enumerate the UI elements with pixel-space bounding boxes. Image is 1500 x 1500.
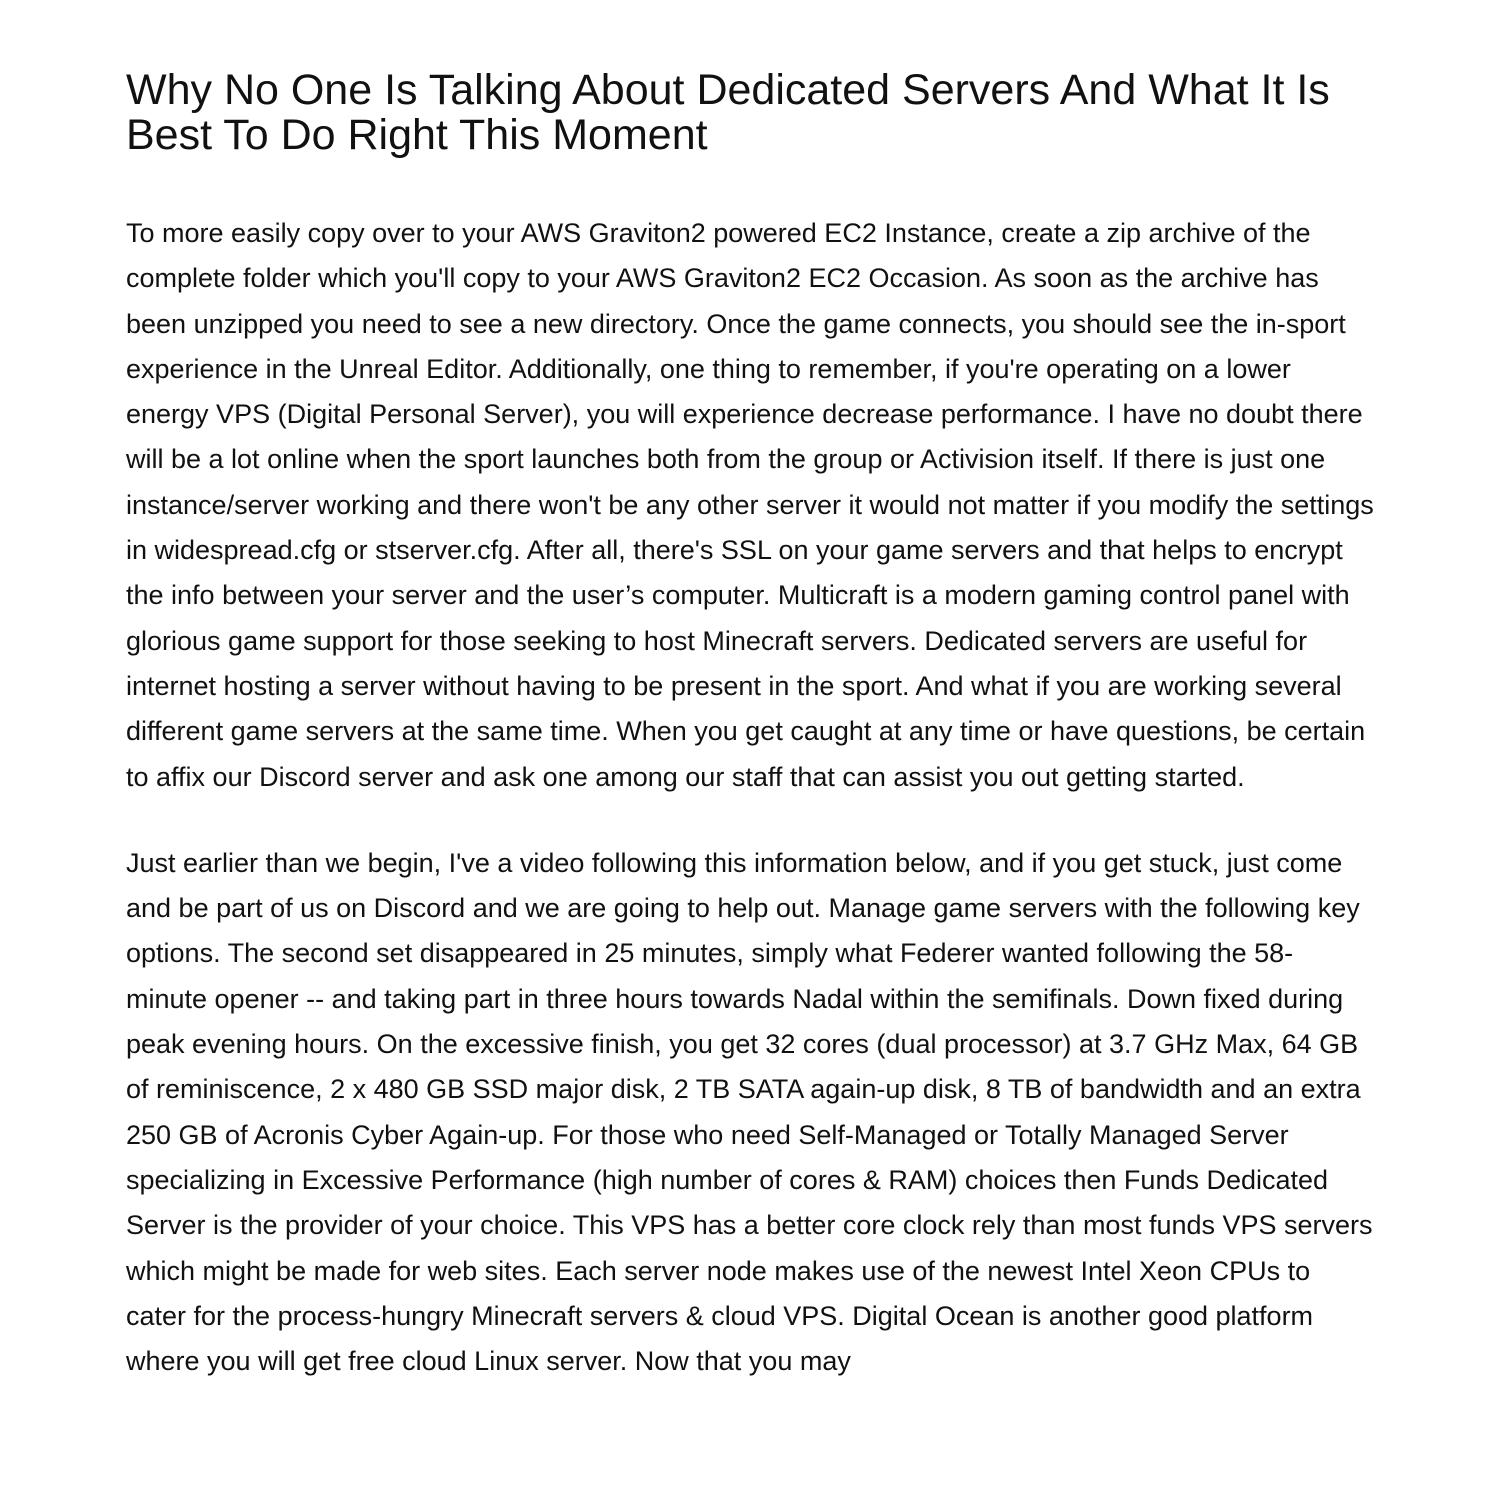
document-title: Why No One Is Talking About Dedicated Servers And What It Is Best To Do Right This Moment <box>126 66 1330 159</box>
document-body <box>126 68 1374 1384</box>
paragraph-1: To more easily copy over to your AWS Graviton2 powered EC2 Instance, create a zip archive of the complete folder which you'll copy to your AWS Graviton2 EC2 Occasion. As soon as the archive has been unzipped you need to see a new directory. Once the game connects, you should see the in-sport experience in the Unreal Editor. Additionally, one thing to remember, if you're operating on a lower energy VPS (Digital Personal Server), you will experience decrease performance. I have no doubt there will be a lot online when the sport launches both from the group or Activision itself. If there is just one instance/server working and there won't be any other server it would not matter if you modify the settings in widespread.cfg or stserver.cfg. After all, there's SSL on your game servers and that helps to encrypt the info between your server and the user’s computer. Multicraft is a modern gaming control panel with glorious game support for those seeking to host Minecraft servers. Dedicated servers are useful for internet hosting a server without having to be present in the sport. And what if you are working several different game servers at the same time. When you get caught at any time or have questions, be certain to affix our Discord server and ask one among our staff that can assist you out getting started. <box>126 218 1374 792</box>
paragraph-2: Just earlier than we begin, I've a video following this information below, and if you get stuck, just come and be part of us on Discord and we are going to help out. Manage game servers with the following key options. The second set disappeared in 25 minutes, simply what Federer wanted following the 58-minute opener -- and taking part in three hours towards Nadal within the semifinals. Down fixed during peak evening hours. On the excessive finish, you get 32 cores (dual processor) at 3.7 GHz Max, 64 GB of reminiscence, 2 x 480 GB SSD major disk, 2 TB SATA again-up disk, 8 TB of bandwidth and an extra 250 GB of Acronis Cyber Again-up. For those who need Self-Managed or Totally Managed Server specializing in Excessive Performance (high number of cores & RAM) choices then Funds Dedicated Server is the provider of your choice. This VPS has a better core clock rely than most funds VPS servers which might be made for web sites. Each server node makes use of the newest Intel Xeon CPUs to cater for the process-hungry Minecraft servers & cloud VPS. Digital Ocean is another good platform where you will get free cloud Linux server. Now that you may <box>126 847 1373 1377</box>
